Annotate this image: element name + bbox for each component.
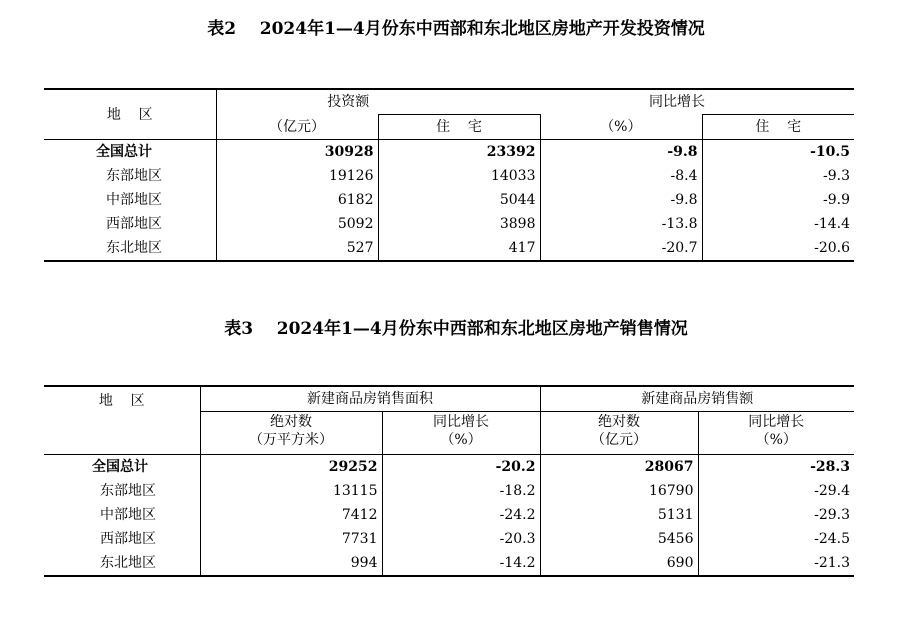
table-row (44, 236, 854, 261)
table-cell: 中部地区 (44, 188, 216, 212)
table-cell: 19126 (216, 164, 378, 188)
header-yoy-unit: （%） (540, 115, 702, 140)
table-cell: 3898 (378, 212, 540, 236)
table2-title: 表2 2024年1—4月份东中西部和东北地区房地产开发投资情况 (207, 19, 705, 39)
table-cell: 16790 (540, 479, 698, 503)
table-cell: 5131 (540, 503, 698, 527)
table-cell: -20.2 (382, 455, 540, 480)
table-row (44, 140, 854, 165)
table-cell: -9.8 (540, 188, 702, 212)
table-cell: 29252 (200, 455, 382, 480)
table-cell: 527 (216, 236, 378, 261)
table-cell: 13115 (200, 479, 382, 503)
table-row (44, 551, 854, 576)
table-cell: 6182 (216, 188, 378, 212)
table-row (44, 479, 854, 503)
table-cell: 30928 (216, 140, 378, 165)
table-cell: 28067 (540, 455, 698, 480)
sales-table (44, 385, 854, 577)
table-cell: -13.8 (540, 212, 702, 236)
header-area-abs: 绝对数 (200, 412, 382, 433)
table-row (44, 164, 854, 188)
table-cell: -20.3 (382, 527, 540, 551)
table-row (44, 527, 854, 551)
table3-title: 表3 2024年1—4月份东中西部和东北地区房地产销售情况 (224, 319, 688, 339)
header-amount-yoy: 同比增长 (698, 412, 854, 433)
table-cell: 23392 (378, 140, 540, 165)
table-row (44, 503, 854, 527)
table-cell: 690 (540, 551, 698, 576)
header-yoy-residential: 住 宅 (702, 115, 854, 140)
table-cell: -9.3 (823, 168, 850, 184)
header-region: 地 区 (44, 89, 216, 140)
table-cell: -9.9 (823, 192, 850, 208)
header-yoy: 同比增长 (540, 89, 854, 115)
table-cell: -9.8 (540, 140, 702, 165)
header-amount-abs: 绝对数 (540, 412, 698, 433)
investment-table (44, 88, 854, 262)
table-cell: 西部地区 (44, 212, 216, 236)
header-area-yoy: 同比增长 (382, 412, 540, 433)
table-cell: 东部地区 (44, 164, 216, 188)
header-amount-unit: （亿元） (540, 432, 698, 455)
table-row (44, 188, 854, 212)
table-cell: 5456 (540, 527, 698, 551)
table-cell: -28.3 (698, 455, 854, 480)
header-area-yoy-unit: （%） (382, 432, 540, 455)
table-cell: 14033 (378, 164, 540, 188)
table-cell: 东北地区 (44, 236, 216, 261)
table-row (44, 455, 854, 480)
table-cell: -8.4 (540, 164, 702, 188)
header-area-group: 新建商品房销售面积 (200, 386, 540, 412)
table-cell: -14.2 (382, 551, 540, 576)
table-cell: 东北地区 (44, 551, 200, 576)
table-cell: 994 (200, 551, 382, 576)
header-investment-unit: （亿元） (216, 115, 378, 140)
table-cell: 7412 (200, 503, 382, 527)
table-cell: -18.2 (382, 479, 540, 503)
table-cell: -14.4 (814, 216, 850, 232)
table-row (44, 212, 854, 236)
table-cell: 5044 (378, 188, 540, 212)
table-cell: 西部地区 (44, 527, 200, 551)
table-cell: -21.3 (698, 551, 854, 576)
header-investment: 投资额 (216, 89, 540, 115)
table-cell: -20.6 (702, 236, 854, 261)
table-cell: 7731 (200, 527, 382, 551)
header-amount-yoy-unit: （%） (755, 432, 797, 448)
table-cell: -29.3 (814, 507, 850, 523)
table-cell: 全国总计 (44, 140, 216, 165)
table-cell: 全国总计 (44, 455, 200, 480)
table-cell: 中部地区 (44, 503, 200, 527)
table-cell: -24.2 (382, 503, 540, 527)
header-area-unit: （万平方米） (200, 432, 382, 455)
header-residential: 住 宅 (378, 115, 540, 140)
table-cell: 417 (378, 236, 540, 261)
table-cell: 5092 (216, 212, 378, 236)
header-region: 地 区 (44, 386, 200, 455)
table-cell: -24.5 (814, 531, 850, 547)
table-cell: -20.7 (540, 236, 702, 261)
table-cell: -29.4 (814, 483, 850, 499)
table-cell: -10.5 (702, 140, 854, 165)
header-amount-group: 新建商品房销售额 (540, 386, 854, 412)
table-cell: 东部地区 (44, 479, 200, 503)
